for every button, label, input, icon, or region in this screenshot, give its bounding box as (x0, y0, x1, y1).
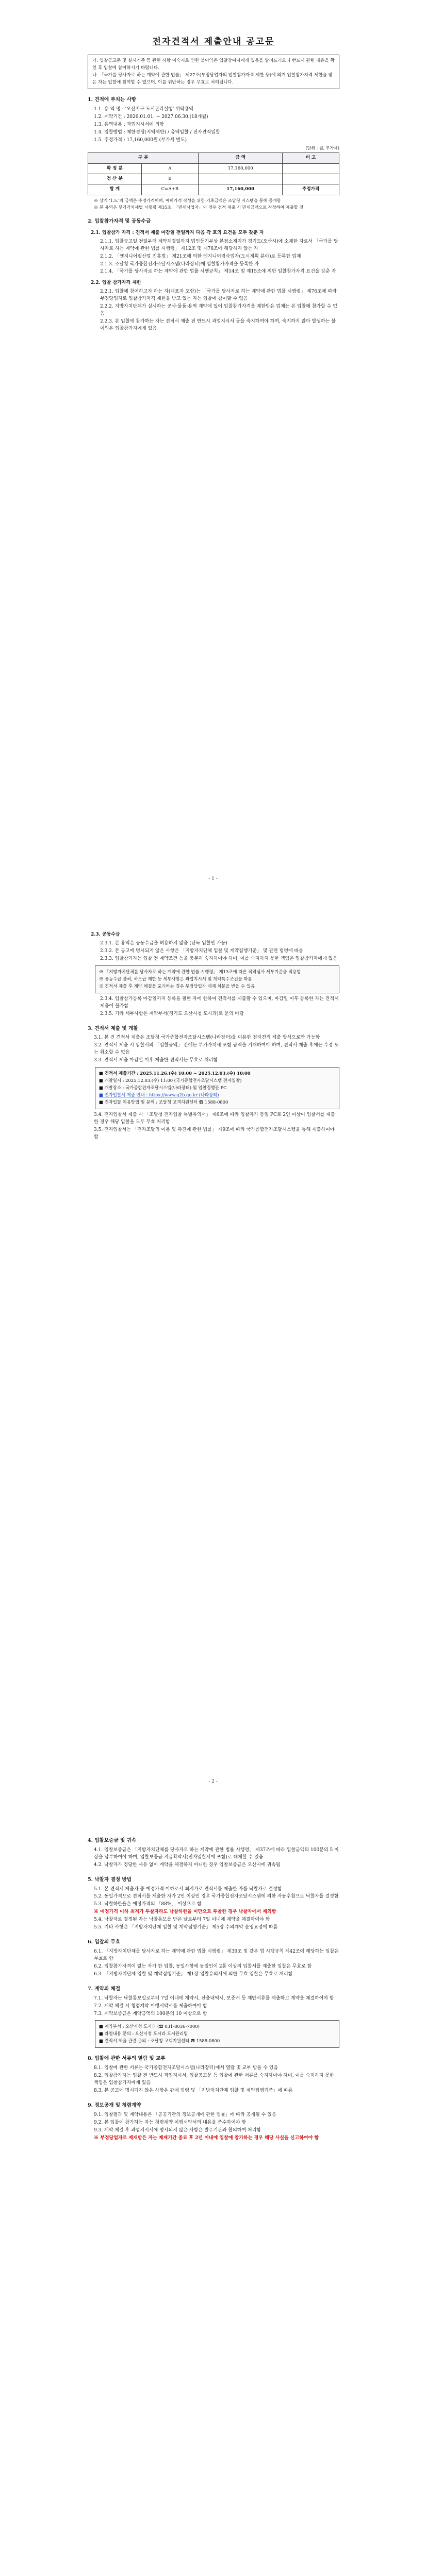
table-cell: 17,160,000 (199, 184, 283, 195)
item-line: 2.2.1. 입찰에 참여하고자 하는 자(대표자 포함)는 「국가를 당사자로 하는 계약에 관한 법률 시행령」 제76조에 따라 부정당업자로 입찰참가자격 제한을 받고 있는 자는 입찰에 참여할 수 없음 (100, 289, 337, 302)
item-line: 2.3.1. 본 용역은 공동수급을 허용하지 않음 (단독 입찰만 가능) (100, 940, 227, 946)
item-line: 5.4. 낙찰자로 결정된 자는 낙찰통보를 받은 날로부터 7일 이내에 계약을 체결하여야 함 (94, 1917, 270, 1923)
item-line: 5.1. 본 견적서 제출자 중 예정가격 이하로서 최저가로 견적서를 제출한 자를 낙찰자로 결정함 (94, 1886, 282, 1892)
table-row (88, 184, 339, 195)
table-header: 금 액 (199, 153, 283, 163)
item-line: 1.1. 용 역 명 : '오산지구 도시관리실행' 위탁용역 (94, 107, 193, 112)
contact-box (95, 2020, 339, 2048)
item-line: 3.5. 전자입찰서는 「전자조달의 이용 및 촉진에 관한 법률」 제9조에 따라 국가종합전자조달시스템을 통해 제출하여야 함 (94, 1127, 335, 1140)
info-line: ■ 견적서 제출기간 : 2025.11.26.(수) 10:00 ~ 2025.12.03.(수) 10:00 (99, 1071, 251, 1076)
item-line: 6.2. 입찰참가자격이 없는 자가 한 입찰, 동일사항에 동일인이 2통 이상의 입찰서를 제출한 입찰은 무효로 함 (94, 1963, 312, 1969)
item-line: 1.3. 용역내용 : 과업지시서에 의함 (94, 122, 164, 128)
info-line: ※ 견적서 제출 후 계약 체결을 포기하는 경우 부정당업자 제재 처분을 받을 수 있음 (99, 983, 255, 989)
info-line: ■ 전자입찰 이용방법 및 문의 : 조달청 고객지원센터 ☎ 1588-0800 (99, 1099, 228, 1105)
section-heading: 6. 입찰의 무효 (88, 1939, 121, 1945)
section-heading: 2. 입찰참가자격 및 공동수급 (88, 218, 151, 224)
warning-text: ※ 예정가격 이하 최저가 투찰자라도 낙찰하한율 미만으로 투찰한 경우 낙찰자에서 제외함 (94, 1909, 276, 1915)
g2b-link[interactable]: ■ 전자입찰서 제출 안내 : https://www.g2b.go.kr (나라장터) (99, 1092, 219, 1098)
table-cell (283, 163, 339, 174)
notice-item: 가. 입찰공고문 및 실시기준 등 관련 사항 미숙지로 인한 불이익은 입찰참여자에게 있음을 알려드리오니 반드시 관련 내용을 확인 후 입찰에 참여하시기 바랍니다. (92, 58, 335, 71)
item-line: 9.2. 본 입찰에 참가하는 자는 청렴계약 이행서약서의 내용을 준수하여야 함 (94, 2120, 247, 2125)
item-line: 3.2. 견적서 제출 시 입찰서의 「입찰금액」 칸에는 부가가치세 포함 금액을 기재하여야 하며, 견적서 제출 후에는 수정 또는 취소할 수 없음 (94, 1043, 339, 1056)
item-line: 2.3.3. 입찰참가자는 입찰 전 계약조건 등을 충분히 숙지하여야 하며, 이를 숙지하지 못한 책임은 입찰참가자에게 있음 (100, 956, 337, 961)
info-line: ※ 「지방자치단체를 당사자로 하는 계약에 관한 법률 시행령」 제13조에 따른 적격심사 세부기준을 적용함 (99, 969, 301, 974)
item-line: 2.3.5. 기타 세부사항은 계약부서(경기도 오산시청 도시과)로 문의 바람 (100, 1011, 244, 1016)
item-line: 2.1.3. 조달청 국가종합전자조달시스템(나라장터)에 입찰참가자격을 등록한 자 (100, 261, 259, 267)
subsection-heading: 2.3. 공동수급 (91, 932, 120, 937)
info-line: ■ 과업내용 문의 : 오산시청 도시과 도시관리팀 (99, 2031, 188, 2037)
item-line: 4.1. 입찰보증금은 「지방자치단체를 당사자로 하는 계약에 관한 법률 시행령」 제37조에 따라 입찰금액의 100분의 5 이상을 납부하여야 하며, 입찰보증금 지급확약서(전자입찰서에 포함)로 대체할 수 있음 (94, 1847, 339, 1860)
table-cell: B (141, 174, 198, 184)
section-heading: 8. 입찰에 관한 서류의 열람 및 교부 (88, 2056, 166, 2062)
item-line: 2.3.4. 입찰참가등록 마감일까지 등록을 필한 자에 한하여 견적서를 제출할 수 있으며, 마감일 이후 등록한 자는 견적서 제출이 불가함 (100, 996, 339, 1009)
item-line: 1.5. 추정가격 : 17,160,000원 (부가세 별도) (94, 137, 187, 143)
warning-text: ※ 부정당업자로 제재받은 자는 제재기간 종료 후 2년 이내에 입찰에 참가하는 경우 해당 사실을 신고하여야 함 (94, 2135, 319, 2141)
table-note: ※ 본 용역은 부가가치세법 시행령 제35조, 「면세사업자」의 경우 견적 제출 시 면세금액으로 작성하여 제출할 것 (94, 205, 304, 210)
subsection-heading: 2.1. 입찰참가 자격 : 견적서 제출 마감일 전일까지 다음 각 호의 요건을 모두 갖춘 자 (91, 230, 264, 235)
page-number: - 1 - (208, 876, 218, 882)
table-row (88, 174, 339, 184)
document-title: 전자견적서 제출안내 공고문 (152, 37, 275, 47)
table-cell: 정 산 분 (88, 174, 142, 184)
table-cell: 확 정 분 (88, 163, 142, 174)
item-line: 1.4. 입찰방법 : 제한경쟁(지역제한) / 총액입찰 / 전자견적입찰 (94, 130, 220, 135)
item-line: 1.2. 계약기간 : 2026.01.01. ~ 2027.06.30.(18개월) (94, 114, 208, 120)
info-line: ■ 견적서 제출 관련 문의 : 조달청 고객지원센터 ☎ 1588-0800 (99, 2038, 220, 2044)
info-line: ※ 공동수급 불허, 하도급 제한 등 세부사항은 과업지시서 및 계약특수조건을 따름 (99, 976, 252, 981)
table-cell (199, 174, 283, 184)
page-3 (0, 1805, 426, 2576)
page-1 (0, 0, 426, 903)
item-line: 5.3. 낙찰하한율은 예정가격의 「88%」 이상으로 함 (94, 1902, 202, 1907)
notice-item: 나. 「국가를 당사자로 하는 계약에 관한 법률」 제27조(부정당업자의 입찰참가자격 제한 등)에 의거 입찰참가자격 제한을 받은 자는 입찰에 참여할 수 없으며, 이를 위반하는 경우 무효로 처리됩니다. (92, 72, 333, 85)
schedule-box (95, 1067, 339, 1109)
table-cell: 17,160,000 (199, 163, 283, 174)
info-line: ■ 개찰일시 : 2025.12.03.(수) 11:00 (국가종합전자조달시스템 전자입찰) (99, 1078, 242, 1083)
item-line: 2.1.1. 입찰공고일 전일부터 계약체결일까지 법인등기부상 본점소재지가 경기도(오산시)에 소재한 자로서 「국가를 당사자로 하는 계약에 관한 법률 시행령」 제12조 및 제76조에 해당하지 않는 자 (100, 239, 338, 251)
notice-box (88, 55, 339, 89)
item-line: 9.1. 입찰결과 및 계약내용은 「공공기관의 정보공개에 관한 법률」에 따라 공개될 수 있음 (94, 2112, 276, 2117)
table-cell: A (141, 163, 198, 174)
item-line: 3.1. 본 건 견적서 제출은 조달청 국가종합전자조달시스템(나라장터)을 이용한 전자견적 제출 방식으로만 가능함 (94, 1035, 320, 1041)
item-line: 7.3. 계약보증금은 계약금액의 100분의 10 이상으로 함 (94, 2011, 207, 2016)
item-line: 6.1. 「지방자치단체를 당사자로 하는 계약에 관한 법률 시행령」 제39조 및 같은 법 시행규칙 제42조에 해당하는 입찰은 무효로 함 (94, 1949, 339, 1961)
table-cell (283, 174, 339, 184)
table-cell: C=A+B (141, 184, 198, 195)
item-line: 2.1.4. 「국가를 당사자로 하는 계약에 관한 법률 시행규칙」 제14조 및 제15조에 의한 입찰참가자격 요건을 갖춘 자 (100, 269, 336, 275)
section-heading: 4. 입찰보증금 및 귀속 (88, 1838, 137, 1843)
section-heading: 5. 낙찰자 결정 방법 (88, 1876, 132, 1883)
info-box (95, 965, 339, 993)
item-line: 6.3. 「지방자치단체 입찰 및 계약집행기준」 제1장 입찰유의서에 의한 무효 입찰은 무효로 처리함 (94, 1971, 293, 1977)
section-heading: 1. 견적에 부치는 사항 (88, 97, 137, 103)
subsection-heading: 2.2. 입찰 참가자격 제한 (91, 280, 141, 286)
table-header: 비 고 (283, 153, 339, 163)
item-line: 2.1.2. 「엔지니어링산업 진흥법」 제21조에 의한 엔지니어링사업자(도시계획 분야)로 등록한 업체 (100, 253, 301, 259)
table-note: ※ 상기 '1.5.'의 금액은 추정가격이며, 예비가격 작성을 위한 기초금액은 조달청 시스템을 통해 공개함 (94, 197, 281, 203)
item-line: 8.1. 입찰에 관한 서류는 국가종합전자조달시스템(나라장터)에서 열람 및 교부 받을 수 있음 (94, 2065, 278, 2071)
item-line: 3.4. 전자입찰서 제출 시 「조달청 전자입찰 특별유의서」 제6조에 따라 입찰자가 동일 PC로 2인 이상이 입찰서를 제출한 경우 해당 입찰을 모두 무효 처리함 (94, 1112, 335, 1125)
item-line: 5.2. 동일가격으로 견적서를 제출한 자가 2인 이상인 경우 국가종합전자조달시스템에 의한 자동추첨으로 낙찰자를 결정함 (94, 1894, 339, 1900)
item-line: 4.2. 낙찰자가 정당한 사유 없이 계약을 체결하지 아니한 경우 입찰보증금은 오산시에 귀속됨 (94, 1862, 281, 1868)
item-line: 7.2. 계약 체결 시 청렴계약 이행서약서를 제출하여야 함 (94, 2003, 207, 2009)
item-line: 2.2.2. 지방자치단체가 실시하는 공사·물품·용역 계약에 있어 입찰참가자격을 제한받은 업체는 본 입찰에 참가할 수 없음 (100, 304, 337, 317)
page-2 (0, 903, 426, 1805)
table-cell: 합 계 (88, 184, 142, 195)
item-line: 7.1. 낙찰자는 낙찰통보일로부터 7일 이내에 계약서, 산출내역서, 보증서 등 제반서류를 제출하고 계약을 체결하여야 함 (94, 1995, 334, 2001)
table-cell: 추정가격 (283, 184, 339, 195)
section-heading: 9. 정보공개 및 청렴계약 (88, 2103, 141, 2109)
info-line: ■ 개찰장소 : 국가종합전자조달시스템(나라장터) 및 입찰집행관 PC (99, 1085, 227, 1091)
section-heading: 3. 견적서 제출 및 개찰 (88, 1025, 138, 1031)
item-line: 8.3. 본 공고에 명시되지 않은 사항은 관계 법령 및 「지방자치단체 입찰 및 계약집행기준」에 따름 (94, 2088, 293, 2094)
info-line: ■ 계약부서 : 오산시청 도시과 (☎ 031-8036-7000) (99, 2024, 200, 2029)
item-line: 3.3. 견적서 제출 마감일 이후 제출한 견적서는 무효로 처리함 (94, 1058, 218, 1063)
item-line: 2.3.2. 본 공고에 명시되지 않은 사항은 「지방자치단체 입찰 및 계약집행기준」 및 관련 법령에 따름 (100, 948, 303, 954)
price-table (88, 152, 339, 195)
item-line: 9.3. 계약 체결 후 과업지시서에 명시되지 않은 사항은 발주기관과 협의하여 처리함 (94, 2127, 261, 2133)
unit-label: (단위 : 원, 부가세) (305, 145, 339, 150)
item-line: 5.5. 기타 사항은 「지방자치단체 입찰 및 계약집행기준」 제5장 수의계약 운영요령에 따름 (94, 1925, 278, 1930)
page-number: - 2 - (208, 1779, 218, 1784)
item-line: 2.2.3. 본 입찰에 참가하는 자는 견적서 제출 전 반드시 과업지시서 등을 숙지하여야 하며, 숙지하지 않아 발생하는 불이익은 입찰참가자에게 있음 (100, 319, 336, 332)
item-line: 8.2. 입찰참가자는 입찰 전 반드시 과업지시서, 입찰공고문 등 입찰에 관한 서류를 숙지하여야 하며, 이를 숙지하지 못한 책임은 입찰참가자에게 있음 (94, 2073, 334, 2086)
section-heading: 7. 계약의 체결 (88, 1986, 121, 1992)
table-row (88, 163, 339, 174)
table-header: 구 분 (88, 153, 199, 163)
